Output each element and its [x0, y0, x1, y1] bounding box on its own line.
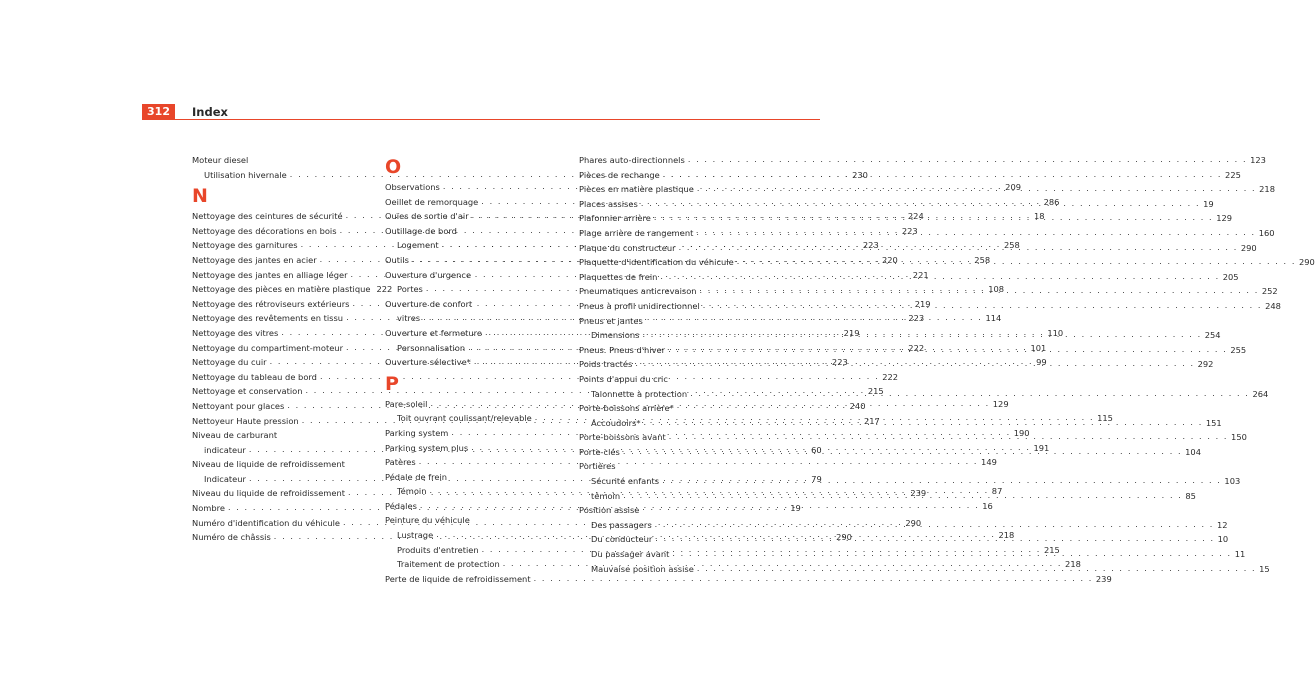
page-reference: 123: [1250, 155, 1266, 165]
dot-leader: [668, 343, 1227, 358]
dot-leader: [623, 489, 1182, 504]
dot-leader: [655, 518, 1214, 533]
entry-label: Observations: [385, 182, 440, 192]
dot-leader: [690, 387, 1249, 402]
index-heading: Niveau de carburant: [192, 430, 278, 441]
entry-label: Pare-soleil: [385, 398, 428, 409]
page-number: 312: [142, 104, 175, 120]
entry-label: Du passager avant: [591, 549, 670, 560]
entry-label: Patères: [385, 457, 416, 468]
index-entry: [385, 572, 1112, 587]
index-heading: Position assise: [579, 505, 640, 516]
page-reference: 220: [881, 254, 898, 265]
dot-leader: [644, 416, 1203, 431]
index-entry: [192, 282, 393, 297]
page-reference: 225: [1225, 169, 1241, 180]
index-heading: Pédale de frein: [385, 471, 448, 482]
page-reference: 290: [1240, 242, 1257, 253]
page-reference: 223: [901, 225, 918, 236]
dot-leader: [662, 474, 1221, 489]
entry-label: Mauvaise position assise: [591, 563, 694, 574]
page-reference: 12: [1216, 519, 1228, 530]
entry-label: vitres: [397, 313, 421, 324]
page-reference: 85: [1185, 490, 1196, 501]
entry-label: Numéro de châssis: [192, 532, 271, 543]
page-reference: 16: [982, 500, 993, 511]
entry-label: Plaquette d'identification du véhicule: [579, 257, 734, 268]
page-reference: 15: [1259, 563, 1270, 574]
page-reference: 286: [1043, 196, 1060, 207]
page-reference: 103: [1224, 476, 1241, 487]
page-reference: 87: [991, 486, 1003, 497]
page-reference: 221: [912, 269, 929, 280]
entry-label: Ouverture et fermeture: [385, 327, 483, 338]
entry-label: Nettoyage des garnitures: [192, 240, 298, 251]
page-reference: 191: [1033, 442, 1050, 453]
dot-leader: [700, 284, 1259, 299]
entry-label: Oeillet de remorquage: [385, 196, 479, 207]
index-heading: Points d'appui du cric: [579, 373, 668, 384]
dot-leader: [688, 153, 1247, 168]
page-reference: 10: [1217, 534, 1229, 545]
dot-leader: [679, 241, 1238, 256]
page-reference: 79: [811, 473, 822, 484]
index-heading: Moteur diesel: [192, 155, 249, 165]
page-reference: 222: [882, 371, 899, 382]
index-section-letter: P: [385, 372, 399, 395]
page-reference: 290: [905, 517, 922, 528]
page-reference: 215: [1043, 544, 1060, 555]
entry-label: Nettoyage des jantes en acier: [192, 254, 317, 265]
entry-label: Outils: [385, 254, 409, 265]
page-reference: 255: [1230, 344, 1247, 355]
index-heading: Ouverture de confort: [385, 298, 473, 309]
dot-leader: [669, 430, 1228, 445]
page-reference: 223: [862, 240, 879, 251]
index-section-letter: O: [385, 156, 402, 178]
entry-label: Produits d'entretien: [397, 544, 479, 555]
entry-label: témoin: [591, 490, 621, 501]
entry-label: Pièces de rechange: [579, 169, 660, 180]
page-reference: 218: [1065, 559, 1081, 570]
entry-label: Plaquettes de frein: [579, 271, 658, 282]
page-reference: 150: [1231, 432, 1247, 443]
entry-label: Nettoyant pour glaces: [192, 400, 285, 411]
entry-label: Niveau du liquide de refroidissement: [192, 488, 346, 499]
page-reference: 218: [998, 530, 1015, 541]
entry-label: Dimensions: [591, 330, 640, 341]
page-reference: 219: [843, 327, 860, 338]
page-reference: 129: [1216, 213, 1233, 224]
index-heading: Porte-boissons arrière*: [579, 403, 674, 414]
entry-label: Nettoyeur Haute pression: [192, 415, 299, 426]
page-reference: 239: [910, 488, 927, 499]
page-reference: 254: [1204, 330, 1221, 341]
page-reference: 149: [981, 457, 997, 468]
index-entry: [579, 153, 1266, 168]
entry-label: Porte-boissons avant: [579, 432, 666, 443]
index-section-letter: N: [192, 185, 208, 208]
entry-label: Nettoyage du tableau de bord: [192, 371, 317, 382]
entry-label: Parking system plus: [385, 442, 469, 453]
entry-label: Pneumatiques anticrevaison: [579, 286, 697, 297]
entry-label: Numéro d'identification du véhicule: [192, 517, 341, 528]
entry-label: Plaque du constructeur: [579, 242, 676, 253]
page-reference: 239: [1095, 573, 1112, 584]
entry-label: Sécurité enfants: [591, 476, 660, 487]
page-reference: 217: [864, 415, 880, 426]
page-reference: 114: [985, 313, 1002, 324]
index-heading: Portières: [579, 461, 616, 472]
entry-label: indicateur: [204, 444, 246, 455]
entry-label: Nettoyage des décorations en bois: [192, 225, 337, 236]
entry-label: Traitement de protection: [397, 559, 500, 570]
entry-label: Témoin: [397, 486, 427, 497]
index-heading: Peinture du véhicule: [385, 515, 470, 526]
page-reference: 108: [988, 284, 1005, 295]
index-heading: Pneus et jantes: [579, 315, 643, 326]
index-heading: Outillage de bord: [385, 225, 457, 236]
entry-label: Du conducteur: [591, 534, 653, 545]
page-reference: 240: [849, 400, 866, 411]
page-reference: 115: [1097, 413, 1113, 424]
page-reference: 223: [908, 313, 925, 324]
dot-leader: [655, 532, 1214, 547]
page-reference: 218: [1259, 184, 1275, 195]
entry-label: Parking system: [385, 427, 449, 438]
page-reference: 19: [790, 503, 801, 514]
page-reference: 290: [836, 532, 852, 543]
page-reference: 290: [1299, 257, 1315, 268]
page-reference: 190: [1013, 427, 1030, 438]
page-reference: 129: [992, 398, 1009, 409]
page-reference: 101: [1030, 342, 1047, 353]
entry-label: Utilisation hivernale: [204, 169, 287, 180]
entry-label: Indicateur: [204, 473, 246, 484]
entry-label: Logement: [397, 240, 439, 251]
page-reference: 258: [1003, 240, 1020, 251]
page-reference: 104: [1185, 446, 1201, 457]
entry-label: Accoudoirs*: [591, 417, 641, 428]
entry-label: Nettoyage des revêtements en tissu: [192, 313, 344, 324]
page-reference: 252: [1261, 286, 1278, 297]
page-reference: 99: [1036, 357, 1047, 368]
page-reference: 248: [1265, 300, 1281, 311]
entry-label: Places assises: [579, 198, 638, 209]
dot-leader: [672, 547, 1231, 562]
dot-leader: [654, 211, 1213, 226]
entry-label: Nettoyage du compartiment-moteur: [192, 342, 343, 353]
entry-label: Plafonnier arrière: [579, 213, 651, 224]
entry-label: Porte-clés: [579, 446, 620, 457]
page-reference: 222: [376, 284, 393, 295]
entry-label: Perte de liquide de refroidissement: [385, 573, 531, 584]
dot-leader: [635, 357, 1194, 372]
entry-label: Pneus à profil unidirectionnel: [579, 300, 700, 311]
entry-label: Ouverture sélective*: [385, 357, 471, 368]
page-reference: 11: [1234, 549, 1246, 560]
page-reference: 60: [811, 444, 822, 455]
entry-label: Nettoyage et conservation: [192, 386, 303, 397]
dot-leader: [663, 168, 1222, 183]
header-divider: [142, 119, 820, 120]
entry-label: Ouïes de sortie d'air: [385, 211, 469, 222]
dot-leader: [697, 562, 1256, 577]
entry-label: Nettoyage du cuir: [192, 357, 267, 368]
page-reference: 224: [907, 211, 924, 222]
entry-label: Phares auto-directionnels: [579, 155, 685, 165]
page-reference: 258: [974, 254, 991, 265]
page-reference: 223: [831, 357, 848, 368]
page-reference: 209: [1005, 182, 1022, 192]
page-reference: 292: [1197, 359, 1214, 370]
entry-label: Poids tractés: [579, 359, 633, 370]
entry-label: Talonnette à protection: [591, 388, 688, 399]
index-heading: Ouverture d'urgence: [385, 269, 472, 280]
page-reference: 160: [1258, 227, 1275, 238]
dot-leader: [641, 197, 1200, 212]
entry-label: Lustrage: [397, 530, 434, 541]
dot-leader: [697, 182, 1256, 197]
page-reference: 19: [1203, 198, 1214, 209]
entry-label: Nettoyage des rétroviseurs extérieurs: [192, 298, 350, 309]
dot-leader: [623, 445, 1182, 460]
entry-label: Pneus. Pneus d'hiver: [579, 344, 666, 355]
page-reference: 230: [852, 169, 868, 180]
entry-label: Nettoyage des vitres: [192, 327, 279, 338]
page-reference: 219: [914, 298, 931, 309]
entry-label: Nettoyage des ceintures de sécurité: [192, 211, 343, 222]
entry-label: Portes: [397, 284, 423, 295]
dot-leader: [737, 255, 1296, 270]
page-reference: 222: [908, 342, 925, 353]
page-reference: 264: [1252, 388, 1269, 399]
entry-label: Pièces en matière plastique: [579, 184, 694, 195]
page-reference: 151: [1205, 417, 1222, 428]
page-reference: 215: [867, 386, 884, 397]
entry-label: Nettoyage des jantes en alliage léger: [192, 269, 348, 280]
entry-label: Des passagers: [591, 519, 652, 530]
entry-label: Toit ouvrant coulissant/relevable: [397, 413, 532, 424]
dot-leader: [642, 328, 1201, 343]
entry-label: Nettoyage des pièces en matière plastique: [192, 284, 371, 295]
dot-leader: [696, 226, 1255, 241]
dot-leader: [660, 270, 1219, 285]
entry-label: Personnalisation: [397, 342, 466, 353]
index-heading: Niveau de liquide de refroidissement: [192, 459, 345, 470]
page-reference: 110: [1047, 327, 1064, 338]
page-reference: 18: [1033, 211, 1045, 222]
entry-label: Nombre: [192, 503, 225, 514]
entry-label: Plage arrière de rangement: [579, 227, 694, 238]
page-title: Index: [192, 105, 228, 119]
page-reference: 205: [1222, 271, 1239, 282]
dot-leader: [703, 299, 1262, 314]
entry-label: Pédales: [385, 500, 417, 511]
